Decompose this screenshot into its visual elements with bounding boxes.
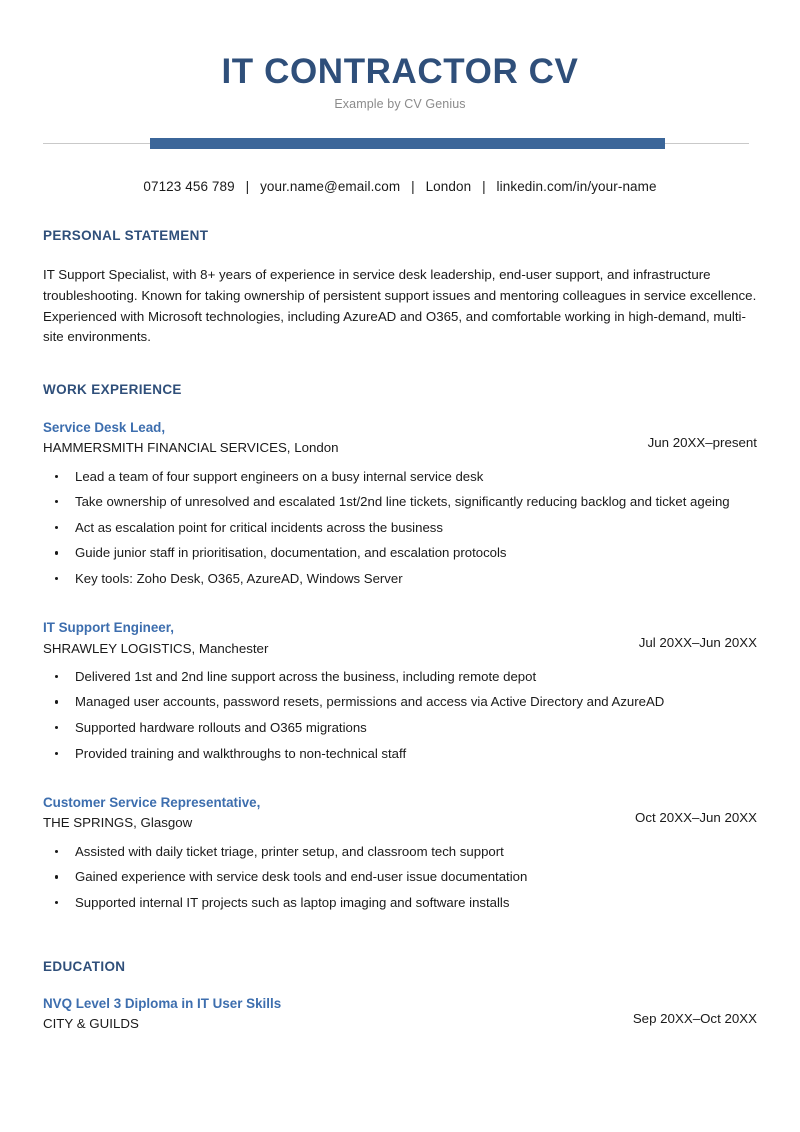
- work-experience-entries: [43, 418, 757, 913]
- experience-entry-identity: [43, 793, 635, 832]
- list-item: Provided training and walkthroughs to non-technical staff: [43, 744, 757, 765]
- education-dates: Sep 20XX–Oct 20XX: [632, 1011, 757, 1027]
- contact-separator: |: [482, 179, 486, 195]
- employer-name: HAMMERSMITH FINANCIAL SERVICES, London: [43, 440, 339, 456]
- experience-entry-header: [43, 793, 757, 832]
- section-personal-statement: [43, 228, 757, 348]
- list-item: Take ownership of unresolved and escalated 1st/2nd line tickets, significantly reducing backlog and ticket ageing: [43, 492, 757, 513]
- contact-separator: |: [245, 179, 250, 195]
- education-entry-header: [43, 994, 757, 1033]
- list-item: Supported hardware rollouts and O365 migrations: [43, 718, 757, 739]
- page-title: IT CONTRACTOR CV: [221, 52, 579, 91]
- responsibility-list: [43, 467, 757, 590]
- list-item: Delivered 1st and 2nd line support across the business, including remote depot: [43, 667, 757, 688]
- experience-entry: [43, 418, 757, 589]
- education-entries: [43, 994, 757, 1033]
- experience-entry-identity: [43, 418, 648, 457]
- contact-phone[interactable]: 07123 456 789: [143, 179, 235, 195]
- job-title: IT Support Engineer,: [43, 620, 174, 636]
- list-item: Act as escalation point for critical incidents across the business: [43, 518, 757, 539]
- employment-dates: Jul 20XX–Jun 20XX: [638, 635, 757, 651]
- experience-entry: [43, 618, 757, 764]
- header-divider: [43, 138, 757, 149]
- list-item: Managed user accounts, password resets, permissions and access via Active Directory and AzureAD: [43, 692, 757, 713]
- page-subtitle: Example by CV Genius: [334, 97, 466, 112]
- list-item: Gained experience with service desk tools and end-user issue documentation: [43, 867, 757, 888]
- experience-entry: [43, 793, 757, 913]
- contact-location: London: [425, 179, 472, 195]
- employer-name: SHRAWLEY LOGISTICS, Manchester: [43, 640, 269, 656]
- job-title: Service Desk Lead,: [43, 420, 166, 436]
- employment-dates: Oct 20XX–Jun 20XX: [635, 810, 757, 826]
- experience-entry-header: [43, 418, 757, 457]
- section-education: [43, 959, 757, 1033]
- education-entry-identity: [43, 994, 633, 1033]
- list-item: Lead a team of four support engineers on a busy internal service desk: [43, 467, 757, 488]
- section-heading-education: EDUCATION: [43, 959, 126, 975]
- section-heading-personal-statement: PERSONAL STATEMENT: [43, 228, 209, 244]
- job-title: Customer Service Representative,: [43, 795, 261, 811]
- experience-entry-identity: [43, 618, 639, 657]
- contact-email[interactable]: your.name@email.com: [260, 179, 401, 195]
- institution-name: CITY & GUILDS: [43, 1016, 139, 1032]
- section-work-experience: [43, 382, 757, 913]
- education-entry: [43, 994, 757, 1033]
- experience-entry-header: [43, 618, 757, 657]
- contact-separator: |: [411, 179, 415, 195]
- list-item: Guide junior staff in prioritisation, documentation, and escalation protocols: [43, 543, 757, 564]
- employment-dates: Jun 20XX–present: [647, 435, 757, 451]
- employer-name: THE SPRINGS, Glasgow: [43, 815, 193, 831]
- cv-header: [43, 0, 757, 111]
- section-heading-work-experience: WORK EXPERIENCE: [43, 382, 182, 398]
- personal-statement-body: IT Support Specialist, with 8+ years of experience in service desk leadership, end-user support, and infrastructure troubleshooting. Known for taking ownership of persistent support issues and mentoring colleagues in service excellence. Experienced with Microsoft technologies, including AzureAD and O365, and comfortable working in high-demand, multi-site environments.: [43, 267, 757, 345]
- divider-accent-bar: [150, 138, 665, 149]
- responsibility-list: [43, 667, 757, 764]
- responsibility-list: [43, 842, 757, 914]
- list-item: Assisted with daily ticket triage, printer setup, and classroom tech support: [43, 842, 757, 863]
- contact-line: [43, 179, 757, 194]
- contact-linkedin[interactable]: linkedin.com/in/your-name: [496, 179, 657, 195]
- list-item: Supported internal IT projects such as laptop imaging and software installs: [43, 893, 757, 914]
- qualification-title: NVQ Level 3 Diploma in IT User Skills: [43, 996, 282, 1012]
- list-item: Key tools: Zoho Desk, O365, AzureAD, Windows Server: [43, 569, 757, 590]
